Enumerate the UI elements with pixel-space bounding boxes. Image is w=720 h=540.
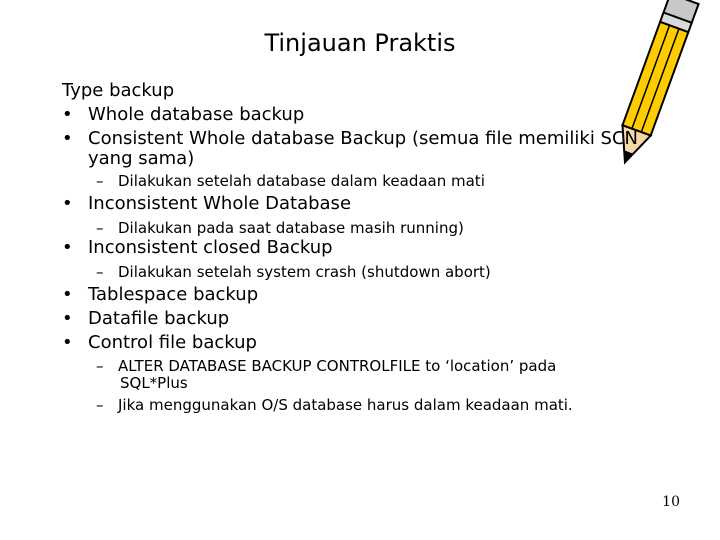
sub-mark: –	[96, 263, 104, 281]
bullet-consistent: • Consistent Whole database Backup (semua file memiliki SCN	[62, 128, 639, 149]
bullet-mark: •	[62, 128, 73, 149]
sub-inconsistent-closed: – Dilakukan setelah system crash (shutdown abort)	[96, 263, 491, 281]
sub-control-os: – Jika menggunakan O/S database harus dalam keadaan mati.	[96, 396, 573, 414]
bullet-mark: •	[62, 332, 73, 353]
sub-mark: –	[96, 357, 104, 375]
bullet-mark: •	[62, 308, 73, 329]
bullet-mark: •	[62, 284, 73, 305]
bullet-mark: •	[62, 193, 73, 214]
heading-type-backup: Type backup	[62, 80, 175, 101]
bullet-control-file: • Control file backup	[62, 332, 257, 353]
page-title: Tinjauan Praktis	[264, 29, 456, 57]
sub-control-alter-cont: SQL*Plus	[120, 374, 188, 392]
bullet-consistent-cont: yang sama)	[88, 148, 195, 169]
bullet-mark: •	[62, 104, 73, 125]
sub-mark: –	[96, 396, 104, 414]
bullet-tablespace: • Tablespace backup	[62, 284, 259, 305]
bullet-inconsistent: • Inconsistent Whole Database	[62, 193, 352, 214]
pencil-icon	[596, 0, 720, 180]
sub-consistent: – Dilakukan setelah database dalam keadaan mati	[96, 172, 485, 190]
sub-mark: –	[96, 219, 104, 237]
page-number: 10	[662, 494, 680, 510]
bullet-whole-database: • Whole database backup	[62, 104, 305, 125]
bullet-inconsistent-closed: • Inconsistent closed Backup	[62, 237, 333, 258]
sub-mark: –	[96, 172, 104, 190]
sub-control-alter: – ALTER DATABASE BACKUP CONTROLFILE to ‘location’ pada	[96, 357, 557, 375]
bullet-mark: •	[62, 237, 73, 258]
bullet-datafile: • Datafile backup	[62, 308, 230, 329]
sub-inconsistent: – Dilakukan pada saat database masih running)	[96, 219, 464, 237]
